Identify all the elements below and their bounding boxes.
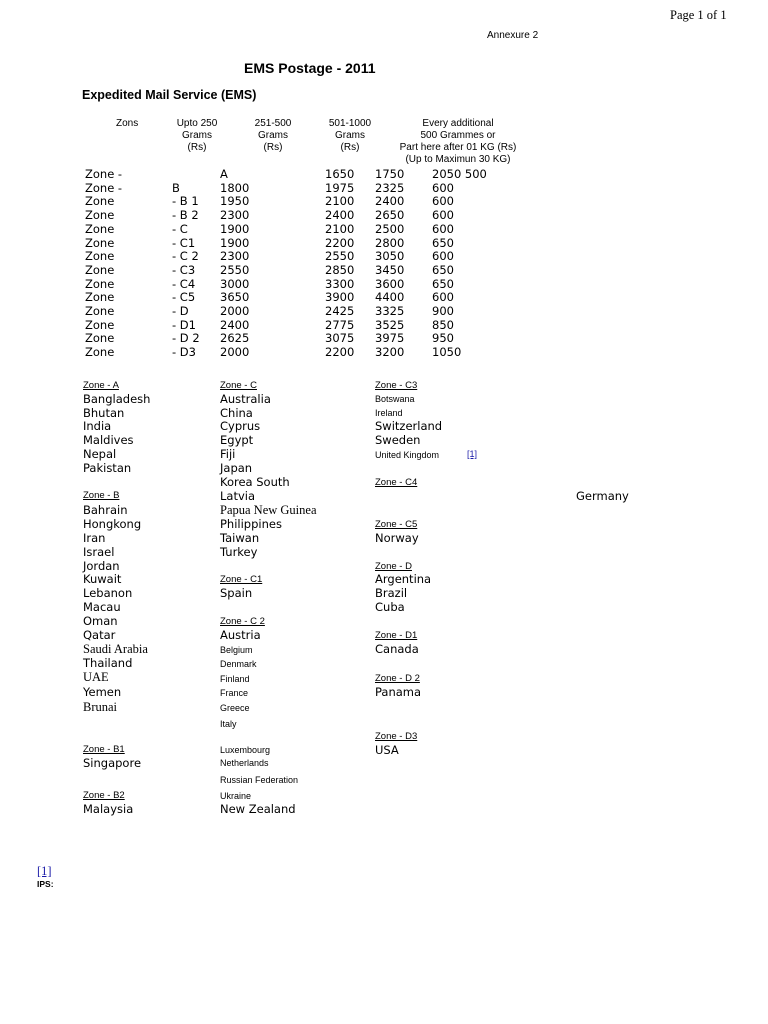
rate-zone-label: Zone bbox=[85, 304, 115, 318]
header-line: Part here after 01 KG (Rs) bbox=[399, 142, 517, 153]
rate-zone-label: Zone bbox=[85, 345, 115, 360]
rate-value: 2550 bbox=[220, 262, 250, 277]
zone-c4-heading: Zone - C4 bbox=[375, 477, 418, 488]
rate-zone-code: - D3 bbox=[172, 345, 196, 360]
country: Ireland bbox=[375, 408, 403, 418]
rate-value: 1950 bbox=[220, 194, 250, 209]
rate-zone-code: - D1 bbox=[172, 317, 196, 332]
country: Papua New Guinea bbox=[220, 503, 317, 517]
zone-c2-heading: Zone - C 2 bbox=[220, 616, 265, 627]
rate-value: 600 bbox=[432, 221, 454, 236]
rate-zone-label: Zone bbox=[85, 194, 115, 209]
country: Germany bbox=[576, 489, 629, 503]
rate-zone-code: - D 2 bbox=[172, 331, 200, 346]
zone-a-heading: Zone - A bbox=[83, 380, 119, 391]
rate-value: 3300 bbox=[325, 276, 355, 291]
rate-value: 3650 bbox=[220, 290, 250, 305]
rate-value: 3600 bbox=[375, 276, 405, 291]
header-line: Upto 250 bbox=[176, 118, 218, 129]
country: Australia bbox=[220, 392, 271, 406]
zone-b2-heading: Zone - B2 bbox=[83, 790, 125, 801]
rate-zone-label: Zone - bbox=[85, 167, 123, 181]
header-line: (Up to Maximun 30 KG) bbox=[405, 154, 511, 165]
rate-value: 2000 bbox=[220, 304, 250, 318]
rate-value: 1750 bbox=[375, 167, 405, 181]
zone-d2-heading: Zone - D 2 bbox=[375, 673, 420, 684]
rate-zone-code: - C 2 bbox=[172, 249, 199, 264]
rate-zone-code: - C1 bbox=[172, 235, 196, 250]
rate-value: 3325 bbox=[375, 304, 405, 318]
country: Spain bbox=[220, 586, 253, 600]
country: Canada bbox=[375, 642, 419, 656]
rate-value: 2100 bbox=[325, 221, 355, 236]
country: Sweden bbox=[375, 433, 421, 447]
country: Hongkong bbox=[83, 517, 142, 531]
country: USA bbox=[375, 743, 399, 757]
header-upto-250 bbox=[172, 118, 222, 154]
rate-value: 1900 bbox=[220, 221, 250, 236]
rate-value: 2625 bbox=[220, 331, 250, 346]
rate-value: 2325 bbox=[375, 180, 405, 195]
rate-value: 650 bbox=[432, 262, 454, 277]
country: New Zealand bbox=[220, 802, 296, 816]
rate-zone-code: - B 1 bbox=[172, 194, 199, 209]
rate-value: 2000 bbox=[220, 345, 250, 360]
country: Bhutan bbox=[83, 406, 125, 420]
country: UAE bbox=[83, 670, 109, 684]
rate-value: 2800 bbox=[375, 235, 405, 250]
rate-value: 2400 bbox=[220, 317, 250, 332]
rate-zone-code: - B 2 bbox=[172, 208, 199, 223]
rate-zone-code: - C3 bbox=[172, 262, 196, 277]
footnote-text: IPS: bbox=[37, 879, 54, 889]
rate-value: 650 bbox=[432, 276, 454, 291]
country: Yemen bbox=[83, 685, 122, 699]
country: Norway bbox=[375, 531, 419, 545]
country: Luxembourg bbox=[220, 745, 271, 755]
country: Ukraine bbox=[220, 791, 252, 801]
country: China bbox=[220, 406, 253, 420]
rate-zone-label: Zone bbox=[85, 290, 115, 305]
rate-value: 3900 bbox=[325, 290, 355, 305]
rate-zone-code: - C bbox=[172, 221, 188, 236]
country: France bbox=[220, 688, 249, 698]
country: Cyprus bbox=[220, 419, 261, 433]
rate-zone-label: Zone bbox=[85, 221, 115, 236]
country: Egypt bbox=[220, 433, 254, 447]
rate-zone-label: Zone bbox=[85, 262, 115, 277]
rate-value: 3450 bbox=[375, 262, 405, 277]
rate-value: 2050 500 bbox=[432, 167, 487, 181]
country: Macau bbox=[83, 600, 121, 614]
country: Greece bbox=[220, 703, 250, 713]
rate-zone-label: Zone bbox=[85, 249, 115, 264]
header-line: (Rs) bbox=[340, 142, 360, 153]
country: Russian Federation bbox=[220, 775, 299, 785]
country: Turkey bbox=[220, 545, 258, 559]
header-line: 500 Grammes or bbox=[420, 130, 496, 141]
rate-value: 850 bbox=[432, 317, 454, 332]
rate-value: 2400 bbox=[375, 194, 405, 209]
rate-value: 3075 bbox=[325, 331, 355, 346]
country: Korea South bbox=[220, 475, 290, 489]
rate-value: 2300 bbox=[220, 208, 250, 223]
country: Botswana bbox=[375, 394, 415, 404]
rate-zone-label: Zone bbox=[85, 208, 115, 223]
country: Switzerland bbox=[375, 419, 443, 433]
country: Bahrain bbox=[83, 503, 128, 517]
rate-value: 600 bbox=[432, 249, 454, 264]
country: Cuba bbox=[375, 600, 405, 614]
country: Belgium bbox=[220, 645, 253, 655]
header-line: Every additional bbox=[422, 118, 494, 129]
zone-c1-heading: Zone - C1 bbox=[220, 574, 263, 585]
country: Denmark bbox=[220, 659, 257, 669]
rate-zone-label: Zone bbox=[85, 317, 115, 332]
rate-value: 2425 bbox=[325, 304, 355, 318]
country: Philippines bbox=[220, 517, 282, 531]
annexure-label: Annexure 2 bbox=[487, 30, 539, 41]
rate-value: 600 bbox=[432, 208, 454, 223]
country: Kuwait bbox=[83, 572, 122, 586]
rate-value: A bbox=[220, 167, 228, 181]
rate-zone-code: - C5 bbox=[172, 290, 196, 305]
zone-c5-heading: Zone - C5 bbox=[375, 519, 418, 530]
footnote-link[interactable]: [1] bbox=[37, 864, 52, 878]
rate-zone-label: Zone bbox=[85, 276, 115, 291]
page-subtitle: Expedited Mail Service (EMS) bbox=[82, 88, 257, 102]
country: Italy bbox=[220, 719, 237, 729]
rate-value: 2500 bbox=[375, 221, 405, 236]
rate-value: 2200 bbox=[325, 345, 355, 360]
country: Netherlands bbox=[220, 758, 269, 768]
page-label: Page 1 of 1 bbox=[670, 8, 727, 22]
country: Saudi Arabia bbox=[83, 642, 148, 656]
zone-c-heading: Zone - C bbox=[220, 380, 257, 391]
rate-zone-label: Zone bbox=[85, 331, 115, 346]
rate-value: 950 bbox=[432, 331, 454, 346]
country: Austria bbox=[220, 628, 261, 642]
country: Japan bbox=[220, 461, 253, 475]
rate-value: 3050 bbox=[375, 249, 405, 264]
rate-value: 2650 bbox=[375, 208, 405, 223]
rate-value: 1900 bbox=[220, 235, 250, 250]
country: Pakistan bbox=[83, 461, 132, 475]
header-line: Grams bbox=[258, 130, 288, 141]
zone-d-heading: Zone - D bbox=[375, 561, 412, 572]
rate-zone-code: B bbox=[172, 180, 180, 195]
country: Brazil bbox=[375, 586, 408, 600]
country: Panama bbox=[375, 685, 422, 699]
rate-zone-label: Zone bbox=[85, 235, 115, 250]
country: Argentina bbox=[375, 572, 432, 586]
country: Israel bbox=[83, 545, 115, 559]
country: Taiwan bbox=[220, 531, 260, 545]
country: Qatar bbox=[83, 628, 116, 642]
country: Fiji bbox=[220, 447, 236, 461]
rate-value: 2300 bbox=[220, 249, 250, 264]
country: United Kingdom bbox=[375, 450, 440, 460]
rate-value: 2100 bbox=[325, 194, 355, 209]
rate-value: 2775 bbox=[325, 317, 355, 332]
header-501-1000 bbox=[322, 118, 378, 154]
header-line: Grams bbox=[335, 130, 365, 141]
rate-value: 600 bbox=[432, 290, 454, 305]
country: Bangladesh bbox=[83, 392, 151, 406]
rate-value: 4400 bbox=[375, 290, 405, 305]
rate-value: 1050 bbox=[432, 345, 462, 360]
header-line: 251-500 bbox=[254, 118, 292, 129]
country: Oman bbox=[83, 614, 118, 628]
zone-d1-heading: Zone - D1 bbox=[375, 630, 418, 641]
country: Maldives bbox=[83, 433, 134, 447]
header-zons: Zons bbox=[116, 118, 139, 129]
rate-value: 600 bbox=[432, 180, 454, 195]
footnote-link[interactable]: [1] bbox=[467, 449, 478, 459]
header-251-500 bbox=[248, 118, 298, 154]
country: Iran bbox=[83, 531, 106, 545]
rate-value: 1975 bbox=[325, 180, 355, 195]
country: Finland bbox=[220, 674, 250, 684]
rate-zone-label: Zone - bbox=[85, 180, 123, 195]
rate-value: 3975 bbox=[375, 331, 405, 346]
header-line: (Rs) bbox=[263, 142, 283, 153]
country: Brunai bbox=[83, 700, 118, 714]
header-line: 501-1000 bbox=[328, 118, 372, 129]
rate-value: 2550 bbox=[325, 249, 355, 264]
page-title: EMS Postage - 2011 bbox=[244, 60, 376, 76]
country: Malaysia bbox=[83, 802, 134, 816]
rate-value: 2200 bbox=[325, 235, 355, 250]
rate-value: 2400 bbox=[325, 208, 355, 223]
zone-d3-heading: Zone - D3 bbox=[375, 731, 418, 742]
rate-value: 3200 bbox=[375, 345, 405, 360]
zone-c3-heading: Zone - C3 bbox=[375, 380, 418, 391]
rate-value: 900 bbox=[432, 304, 454, 318]
rate-value: 1800 bbox=[220, 180, 250, 195]
zone-b1-heading: Zone - B1 bbox=[83, 744, 125, 755]
header-line: Grams bbox=[182, 130, 212, 141]
zone-b-heading: Zone - B bbox=[83, 490, 120, 501]
rate-value: 3000 bbox=[220, 276, 250, 291]
header-line: (Rs) bbox=[187, 142, 207, 153]
country: Jordan bbox=[83, 559, 120, 573]
country: India bbox=[83, 419, 112, 433]
rate-value: 600 bbox=[432, 194, 454, 209]
rate-value: 1650 bbox=[325, 167, 355, 181]
country: Lebanon bbox=[83, 586, 133, 600]
rate-value: 650 bbox=[432, 235, 454, 250]
country: Singapore bbox=[83, 756, 142, 770]
country: Latvia bbox=[220, 489, 256, 503]
rate-zone-code: - C4 bbox=[172, 276, 196, 291]
rate-value: 3525 bbox=[375, 317, 405, 332]
country: Thailand bbox=[83, 656, 133, 670]
country: Nepal bbox=[83, 447, 117, 461]
rate-value: 2850 bbox=[325, 262, 355, 277]
header-every-additional bbox=[396, 118, 520, 166]
rate-zone-code: - D bbox=[172, 304, 189, 318]
